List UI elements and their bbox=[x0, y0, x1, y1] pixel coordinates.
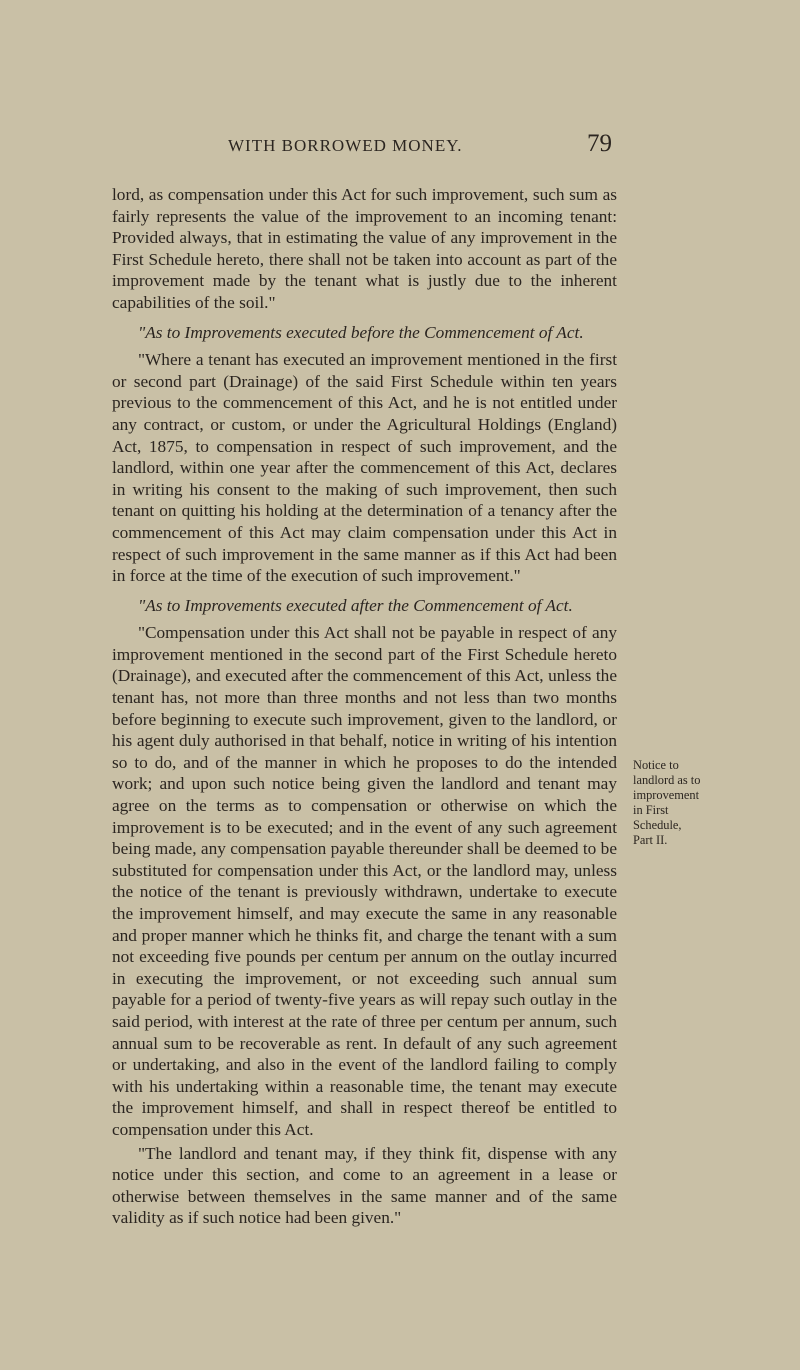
paragraph-before-commencement: "Where a tenant has executed an improvement mentioned in the first or second part (Drainage) of the said First Schedule within ten years previous to the commencement of this Act, and he is not entitled under any contract, or custom, or under the Agricultural Holdings (England) Act, 1875, to compensation in respect of such improvement, and the landlord, within one year after the commencement of this Act, declares in writing his consent to the making of such improvement, then such tenant on quitting his holding at the determination of a tenancy after the commencement of this Act may claim compensation under this Act in respect of such improvement in the same manner as if this Act had been in force at the time of the execution of such improvement." bbox=[112, 350, 617, 586]
margin-note: Notice to landlord as to improvement in First Schedule, Part II. bbox=[633, 758, 701, 847]
section-heading-after: "As to Improvements executed after the Commencement of Act. bbox=[137, 595, 573, 615]
page-header bbox=[0, 130, 800, 164]
paragraph-continuation: lord, as compensation under this Act for such improvement, such sum as fairly represents the value of the improvement to an incoming tenant: Provided always, that in estimating the value of any improvement in the First Schedule hereto, there shall not be taken into account as part of the improvement made by the tenant what is justly due to the inherent capabilities of the soil." bbox=[112, 185, 617, 312]
section-heading-before: "As to Improvements executed before the Commencement of Act. bbox=[137, 322, 584, 342]
paragraph-dispense-notice: "The landlord and tenant may, if they think fit, dispense with any notice under this section, and come to an agreement in a lease or otherwise between themselves in the same manner and of the same validity as if such notice had been given." bbox=[112, 1143, 617, 1228]
running-title: WITH BORROWED MONEY. bbox=[228, 136, 463, 155]
paragraph-after-commencement: "Compensation under this Act shall not be payable in respect of any improvement mentioned in the second part of the First Schedule hereto (Drainage), and executed after the commencement of this Act, unless the tenant has, not more than three months and not less than two months before beginning to execute such improvement, given to the landlord, or his agent duly authorised in that behalf, notice in writing of his intention so to do, and of the manner in which he proposes to do the intended work; and upon such notice being given the landlord and tenant may agree on the terms as to compensation or otherwise on which the improvement is to be executed; and in the event of any such agreement being made, any compensation payable thereunder shall be deemed to be substituted for compensation under this Act, or the landlord may, unless the notice of the tenant is previously withdrawn, undertake to execute the improvement himself, and may execute the same in any reasonable and proper manner which he thinks fit, and charge the tenant with a sum not exceeding five pounds per centum per annum on the outlay incurred in executing the improvement, or not exceeding such annual sum payable for a period of twenty-five years as will repay such outlay in the said period, with interest at the rate of three per centum per annum, such annual sum to be recoverable as rent. In default of any such agreement or undertaking, and also in the event of the landlord failing to comply with his undertaking within a reasonable time, the tenant may execute the improvement himself, and shall in respect thereof be entitled to compensation under this Act. bbox=[112, 623, 617, 1139]
body-text bbox=[112, 184, 617, 1229]
page-number: 79 bbox=[587, 130, 612, 157]
